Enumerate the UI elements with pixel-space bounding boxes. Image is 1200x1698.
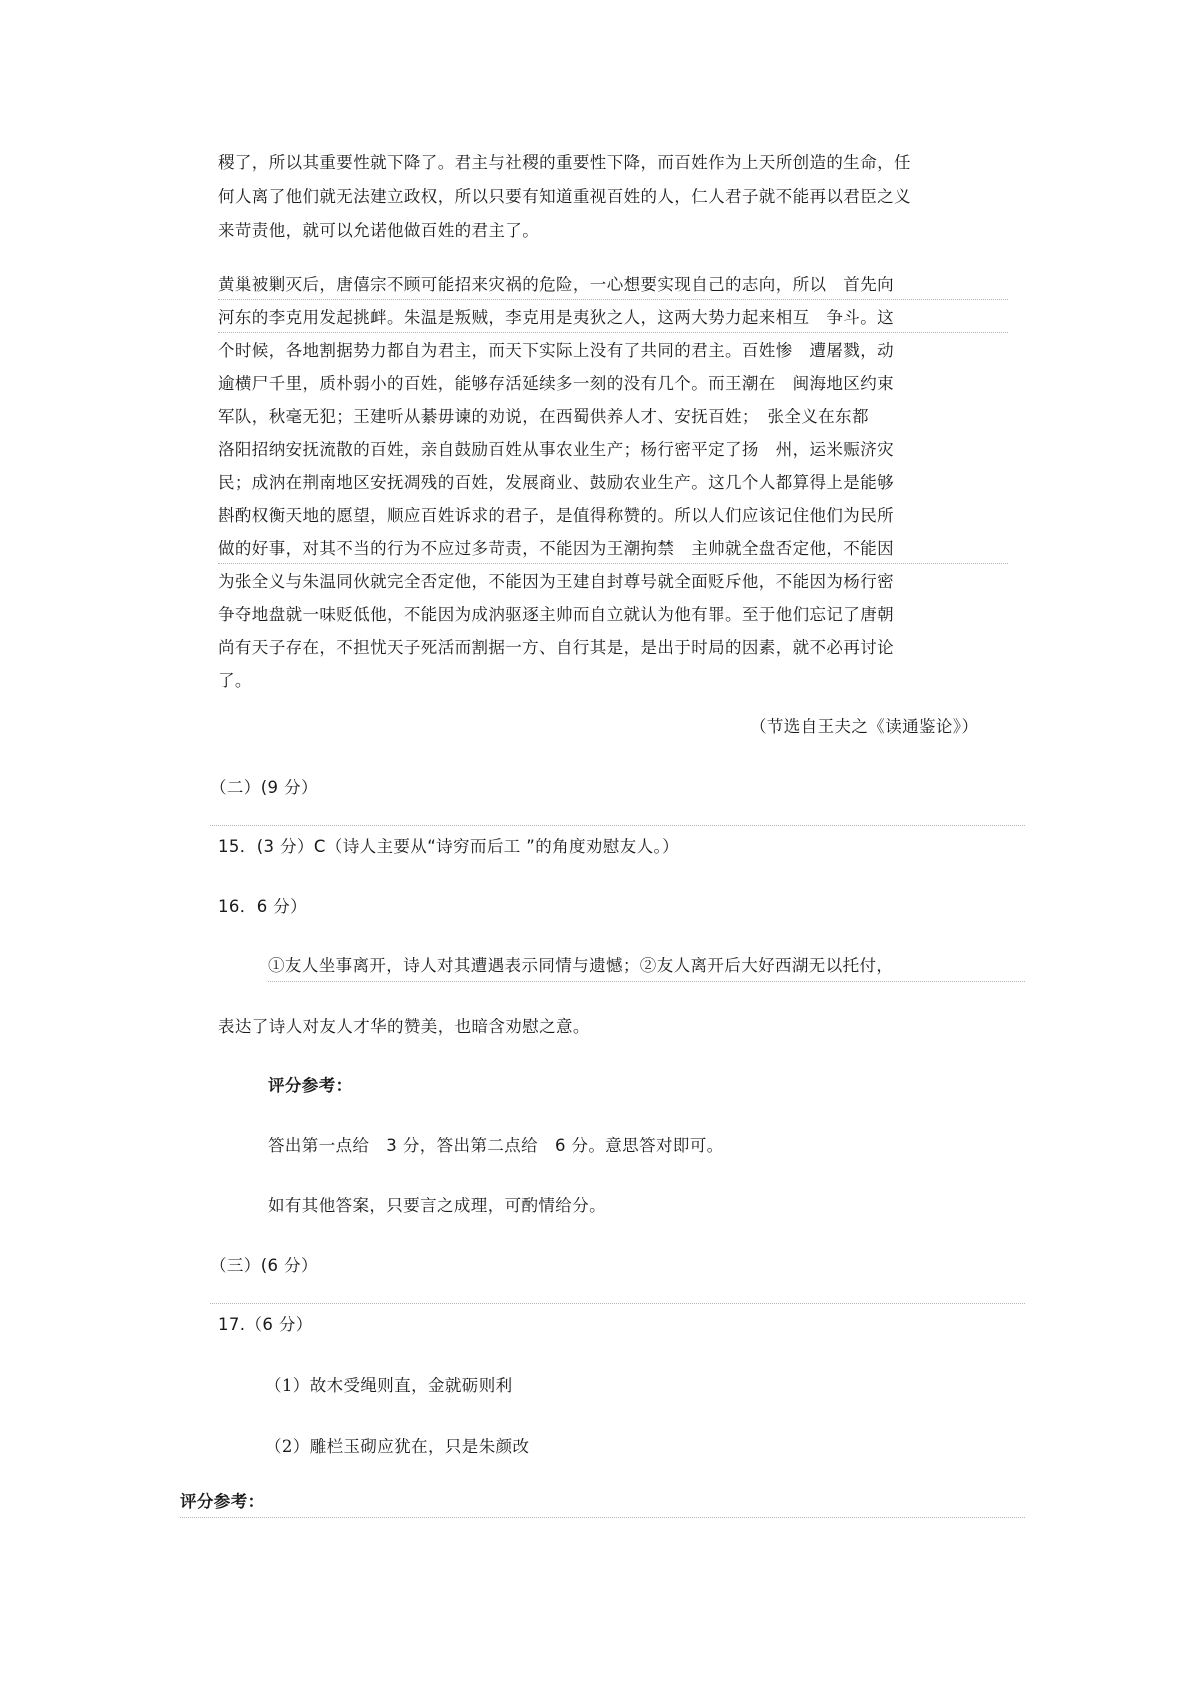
scoring-reference-label: 评分参考： — [268, 1076, 353, 1095]
question-15-answer: 15．(3 分）C（诗人主要从“诗穷而后工 ”的角度劝慰友人。） — [218, 837, 680, 856]
dotted-rule — [218, 299, 1008, 300]
passage-p2-line-7: 民；成汭在荆南地区安抚凋残的百姓，发展商业、鼓励农业生产。这几个人都算得上是能够 — [218, 473, 894, 492]
passage-p2-line-10: 为张全义与朱温同伙就完全否定他，不能因为王建自封尊号就全面贬斥他，不能因为杨行密 — [218, 572, 894, 591]
passage-p2-line-8: 斟酌权衡天地的愿望，顺应百姓诉求的君子，是值得称赞的。所以人们应该记住他们为民所 — [218, 506, 894, 525]
dotted-rule — [180, 1517, 1025, 1518]
dotted-rule — [268, 981, 1025, 982]
passage-p2-line-1: 黄巢被剿灭后，唐僖宗不顾可能招来灾祸的危险，一心想要实现自己的志向，所以 首先向 — [218, 275, 894, 294]
dotted-rule — [218, 563, 1008, 564]
passage-p1-line-3: 来苛责他，就可以允诺他做百姓的君主了。 — [218, 221, 540, 240]
passage-p2-line-11: 争夺地盘就一味贬低他，不能因为成汭驱逐主帅而自立就认为他有罪。至于他们忘记了唐朝 — [218, 605, 894, 624]
passage-p2-line-2: 河东的李克用发起挑衅。朱温是叛贼，李克用是夷狄之人，这两大势力起来相互 争斗。这 — [218, 308, 894, 327]
passage-p2-line-4: 逾横尸千里，质朴弱小的百姓，能够存活延续多一刻的没有几个。而王潮在 闽海地区约束 — [218, 374, 894, 393]
scoring-reference-label-2: 评分参考： — [180, 1492, 265, 1511]
dotted-rule — [210, 1303, 1025, 1304]
passage-p2-line-6: 洛阳招纳安抚流散的百姓，亲自鼓励百姓从事农业生产；杨行密平定了扬 州，运米赈济灾 — [218, 440, 894, 459]
section-3-heading: （三）(6 分） — [210, 1256, 318, 1275]
scoring-rule-2: 如有其他答案，只要言之成理，可酌情给分。 — [268, 1196, 606, 1215]
passage-p2-line-13: 了。 — [218, 671, 252, 690]
passage-p1-line-1: 稷了，所以其重要性就下降了。君主与社稷的重要性下降，而百姓作为上天所创造的生命，任 — [218, 153, 911, 172]
dotted-rule — [218, 332, 1008, 333]
section-2-heading: （二）(9 分） — [210, 778, 318, 797]
passage-p1-line-2: 何人离了他们就无法建立政权，所以只要有知道重视百姓的人，仁人君子就不能再以君臣之义 — [218, 187, 911, 206]
question-17-heading: 17.（6 分） — [218, 1315, 313, 1334]
dotted-rule — [210, 825, 1025, 826]
question-16-answer-line-2: 表达了诗人对友人才华的赞美，也暗含劝慰之意。 — [218, 1017, 590, 1036]
question-16-answer-line-1: ①友人坐事离开，诗人对其遭遇表示同情与遗憾；②友人离开后大好西湖无以托付， — [268, 956, 894, 975]
scoring-rule-1: 答出第一点给 3 分，答出第二点给 6 分。意思答对即可。 — [268, 1136, 724, 1155]
passage-p2-line-12: 尚有天子存在，不担忧天子死活而割据一方、自行其是，是出于时局的因素，就不必再讨论 — [218, 638, 894, 657]
passage-p2-line-3: 个时候，各地割据势力都自为君主，而天下实际上没有了共同的君主。百姓惨 遭屠戮，动 — [218, 341, 894, 360]
source-citation: （节选自王夫之《读通鉴论》） — [750, 717, 979, 736]
question-16-heading: 16．6 分） — [218, 897, 308, 916]
question-17-answer-2: （2）雕栏玉砌应犹在，只是朱颜改 — [265, 1437, 530, 1456]
passage-p2-line-9: 做的好事，对其不当的行为不应过多苛责，不能因为王潮拘禁 主帅就全盘否定他，不能因 — [218, 539, 894, 558]
question-17-answer-1: （1）故木受绳则直，金就砺则利 — [265, 1376, 513, 1395]
passage-p2-line-5: 军队，秋毫无犯；王建听从綦毋谏的劝说，在西蜀供养人才、安抚百姓； 张全义在东都 — [218, 407, 869, 426]
